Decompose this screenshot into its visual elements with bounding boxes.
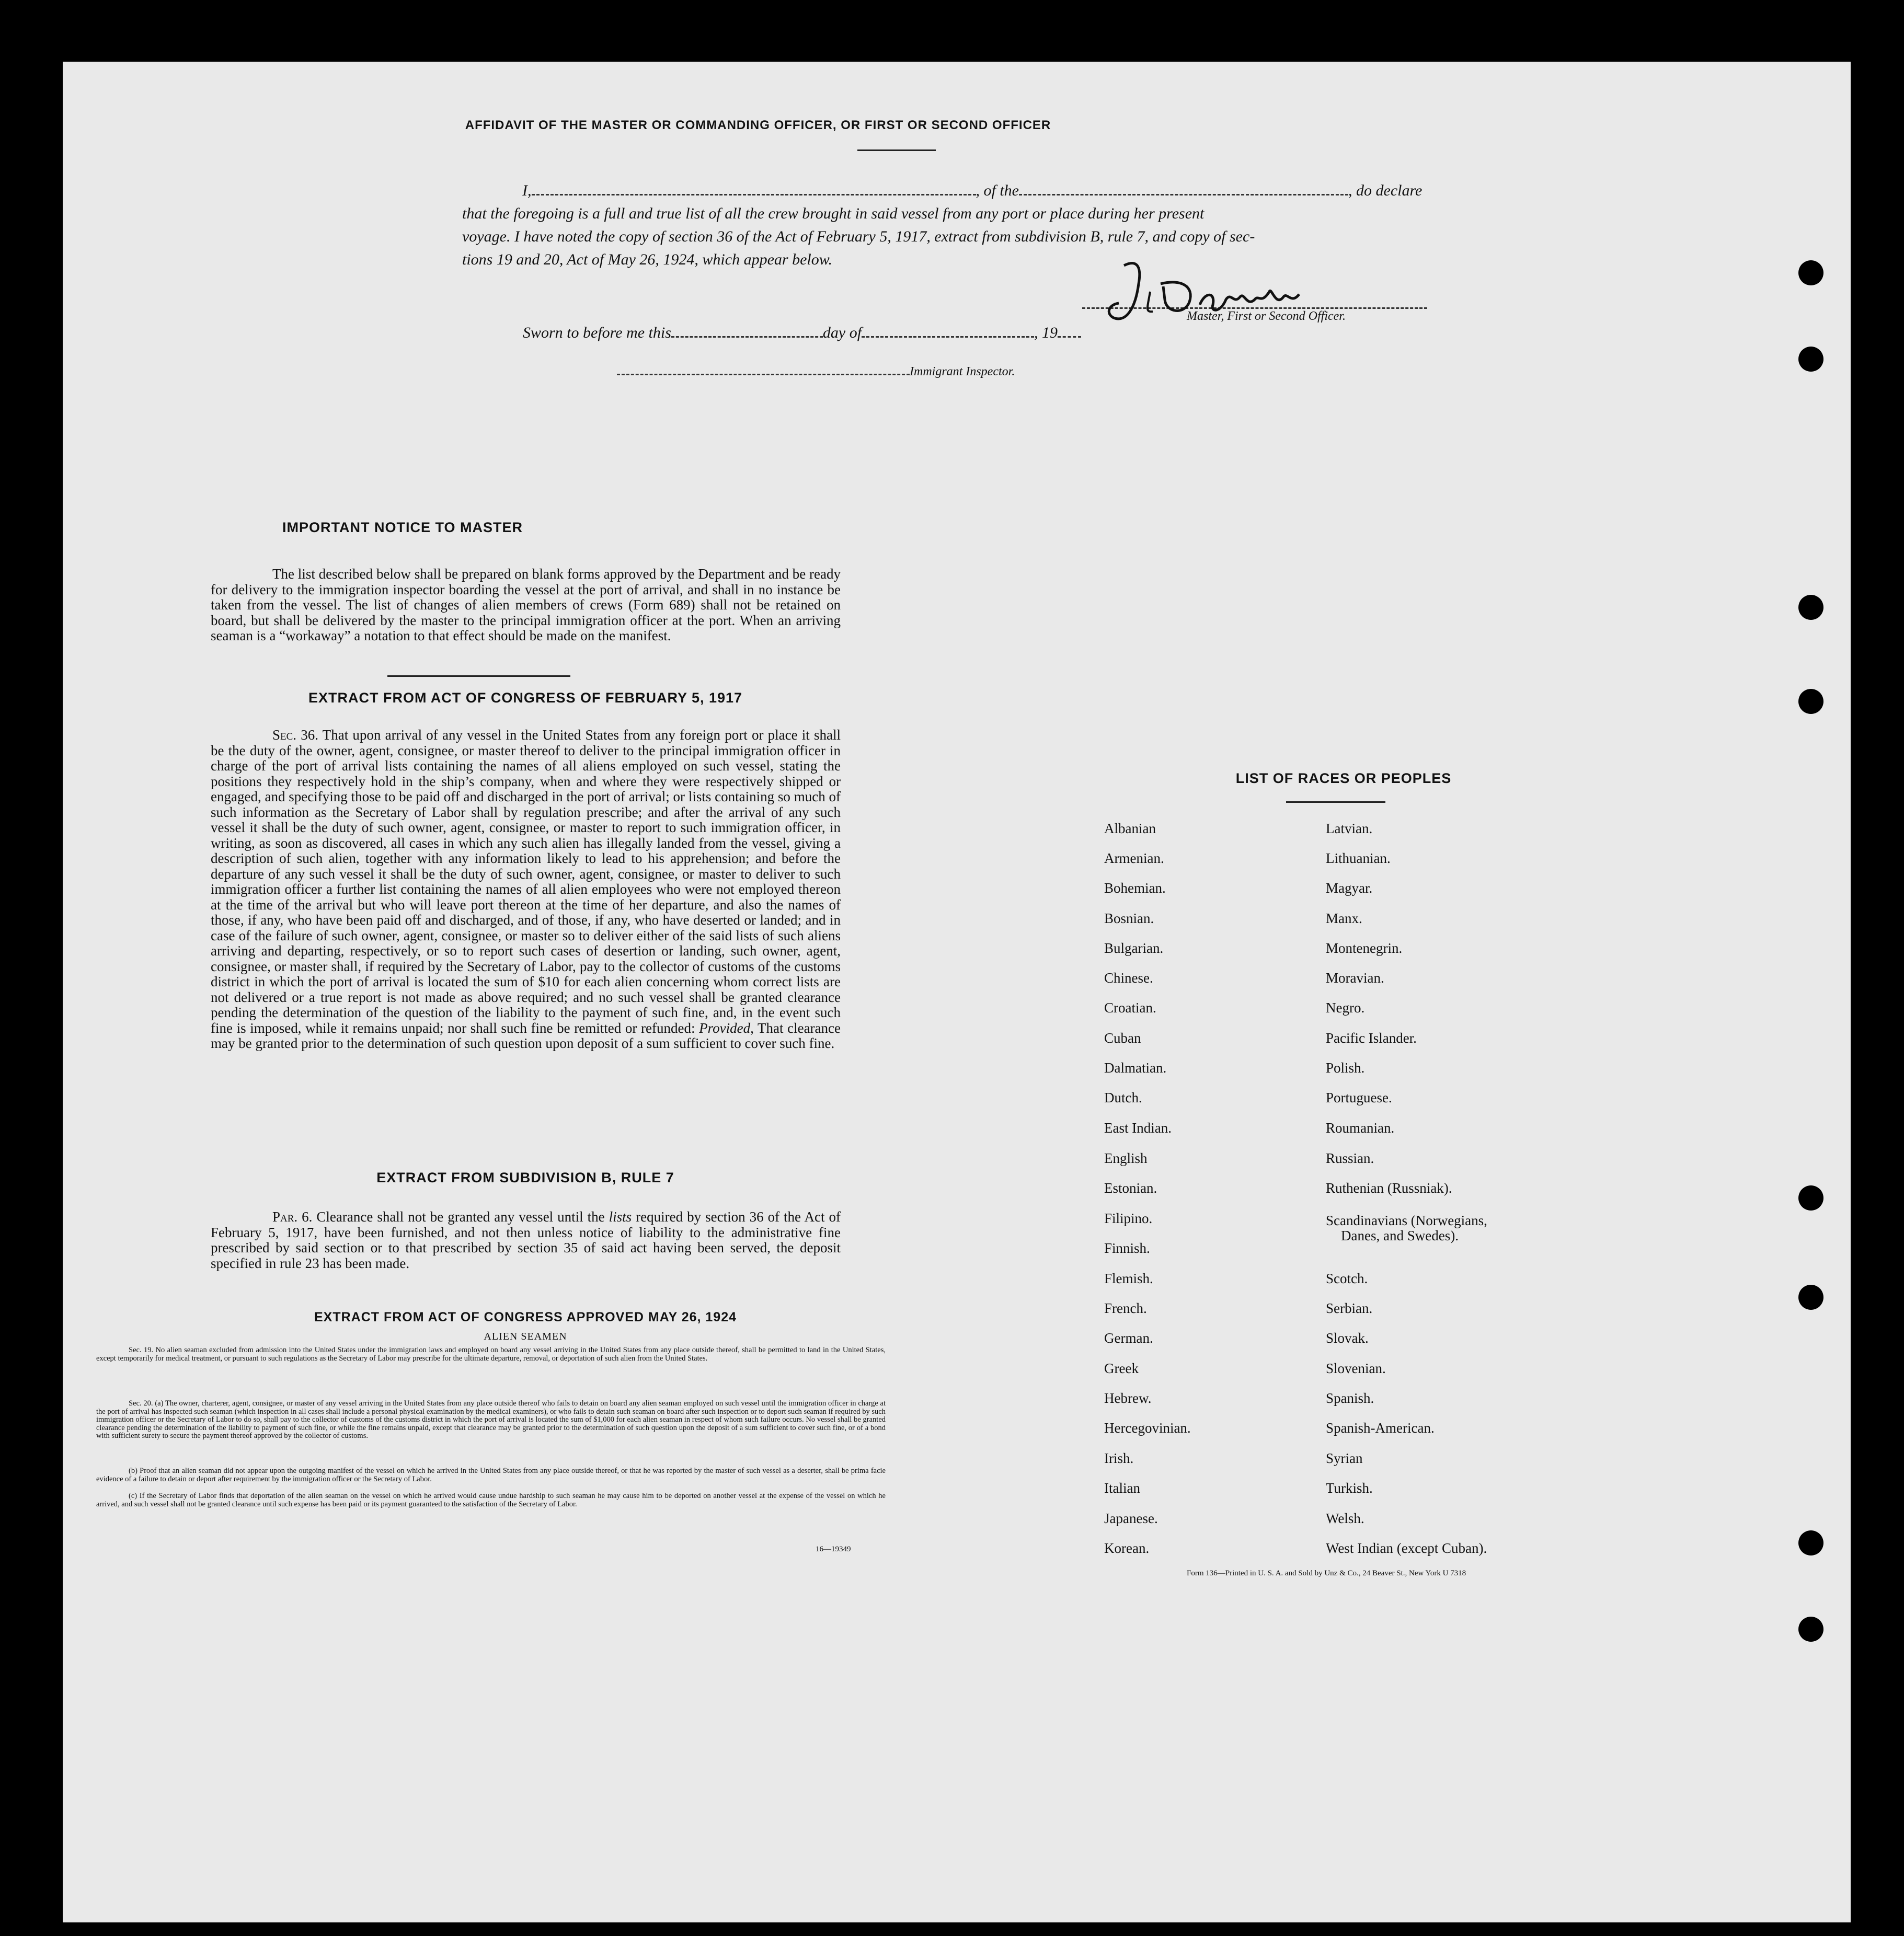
sec-19-text: Sec. 19. No alien seaman excluded from admission into the United States under the immigration laws and employed on board any vessel arriving in the United States from any place outside thereof, shall be permitted to land in the United States, except temporarily for medical treatment, or pursuant to such regulations as the Secretary of Labor may prescribe for the ultimate departure, removal, or deportation of such alien from the United States. xyxy=(96,1346,886,1363)
race-item: French. xyxy=(1104,1300,1147,1316)
affidavit-i: I, xyxy=(522,182,532,199)
race-item: Filipino. xyxy=(1104,1211,1153,1226)
divider xyxy=(857,149,936,151)
race-item: Cuban xyxy=(1104,1030,1141,1046)
punch-hole xyxy=(1798,689,1823,714)
divider xyxy=(1286,801,1385,803)
punch-hole xyxy=(1798,1285,1823,1310)
race-item: Flemish. xyxy=(1104,1271,1153,1286)
race-item: Roumanian. xyxy=(1326,1120,1395,1136)
races-title: LIST OF RACES OR PEOPLES xyxy=(1235,770,1452,786)
notice-title: IMPORTANT NOTICE TO MASTER xyxy=(282,520,523,535)
vessel-blank[interactable] xyxy=(1019,194,1348,195)
punch-hole xyxy=(1798,1530,1823,1555)
inspector-caption: Immigrant Inspector. xyxy=(910,365,1015,378)
sworn-day-of: day of xyxy=(822,324,862,341)
race-item: Polish. xyxy=(1326,1060,1365,1076)
affidavit-line2: that the foregoing is a full and true list of all the crew brought in said vessel from any port or place during her present xyxy=(462,205,1205,222)
race-item: Pacific Islander. xyxy=(1326,1030,1417,1046)
rule-7-body-a: Clearance shall not be granted any vessel until the xyxy=(316,1209,605,1225)
inspector-blank[interactable] xyxy=(617,374,910,375)
race-item: Slovenian. xyxy=(1326,1361,1386,1376)
race-item: Finnish. xyxy=(1104,1240,1150,1256)
affidavit-declare: , do declare xyxy=(1348,182,1423,199)
form-code: 16—19349 xyxy=(816,1545,851,1553)
notice-text: The list described below shall be prepared on blank forms approved by the Department and be ready for delivery to the immigration inspector boarding the vessel at the port of arrival, and shall in no instance be taken from the vessel. The list of changes of alien members of crews (Form 689) shall not be retained on board, but shall be delivered by the master to the principal immigration officer at the port. When an arriving seaman is a “workaway” a notation to that effect should be made on the manifest. xyxy=(211,566,841,643)
race-item: Japanese. xyxy=(1104,1511,1158,1526)
race-item: Croatian. xyxy=(1104,1000,1156,1016)
race-item: Slovak. xyxy=(1326,1330,1369,1346)
rule-7-text xyxy=(211,1209,841,1271)
race-item: Irish. xyxy=(1104,1450,1134,1466)
lists-word: lists xyxy=(609,1209,632,1225)
name-blank[interactable] xyxy=(532,194,976,195)
sec-20b-text: (b) Proof that an alien seaman did not appear upon the outgoing manifest of the vessel on which he arrived in the United States from any place outside thereof, or that he was reported by the master of such vessel as a deserter, shall be prima facie evidence of a failure to detain or deport after requirement by the immigration officer or the Secretary of Labor. xyxy=(96,1467,886,1483)
race-item: Scandinavians (Norwegians, xyxy=(1326,1213,1487,1228)
sworn-line xyxy=(523,324,1081,342)
race-item: Greek xyxy=(1104,1361,1139,1376)
punch-hole xyxy=(1798,347,1823,372)
punch-hole xyxy=(1798,1185,1823,1211)
race-item: Chinese. xyxy=(1104,970,1153,986)
race-item: English xyxy=(1104,1150,1148,1166)
race-item: Scotch. xyxy=(1326,1271,1368,1286)
race-item: Armenian. xyxy=(1104,850,1164,866)
race-item: Portuguese. xyxy=(1326,1090,1392,1105)
race-item: East Indian. xyxy=(1104,1120,1172,1136)
race-item: Ruthenian (Russniak). xyxy=(1326,1180,1452,1196)
affidavit-line3: voyage. I have noted the copy of section 36 of the Act of February 5, 1917, extract from subdivision B, rule 7, and copy of sec- xyxy=(462,228,1255,245)
race-item: Serbian. xyxy=(1326,1300,1373,1316)
race-item: Albanian xyxy=(1104,821,1156,836)
punch-hole xyxy=(1798,595,1823,620)
alien-seamen-subtitle: ALIEN SEAMEN xyxy=(484,1331,567,1342)
provided-word: Provided, xyxy=(699,1020,754,1036)
race-item: Lithuanian. xyxy=(1326,850,1391,866)
punch-hole xyxy=(1798,1617,1823,1642)
punch-hole xyxy=(1798,260,1823,285)
sec-20a-text: Sec. 20. (a) The owner, charterer, agent, consignee, or master of any vessel arriving in the United States from any place outside thereof who fails to detain on board any alien seaman employed on such vessel until the immigration officer in charge at the port of arrival has inspected such seaman (which inspection in all cases shall include a personal physical examination by the medical examiners), or who fails to detain such seaman on board after such inspection or to deport such seaman if required by such immigration officer or the Secretary of Labor to do so, shall pay to the collector of customs of the customs district in which the port of arrival is located the sum of $1,000 for each alien seaman in respect of whom such failure occurs. No vessel shall be granted clearance pending the determination of the liability to payment of such fine, or while the fine remains unpaid, except that clearance may be granted prior to the determination of such question upon the deposit of a sum sufficient to cover such fine, or of a bond with sufficient surety to secure the payment thereof approved by the collector of customs. xyxy=(96,1399,886,1441)
race-item: Russian. xyxy=(1326,1150,1374,1166)
sec-20c-text: (c) If the Secretary of Labor finds that deportation of the alien seaman on the vessel on which he arrived would cause undue hardship to such seaman he may cause him to be deported on another vessel at the expense of the vessel on which he arrived, and such vessel shall not be granted clearance until such expense has been paid or its payment guaranteed to the satisfaction of the Secretary of Labor. xyxy=(96,1492,886,1508)
race-item: Bohemian. xyxy=(1104,880,1166,896)
affidavit-line1 xyxy=(462,179,1471,202)
rule-7-body-b: required by section 36 of the Act of February 5, 1917, have been furnished, and not then unless notice of liability to the administrative fine prescribed by said section or to that prescribed by section 35 of said act having been served, the deposit specified in rule 23 has been made. xyxy=(211,1209,841,1271)
race-item: Hebrew. xyxy=(1104,1390,1152,1406)
rule-7-title: EXTRACT FROM SUBDIVISION B, RULE 7 xyxy=(376,1170,674,1185)
sworn-day-blank[interactable] xyxy=(671,336,823,338)
race-item: Manx. xyxy=(1326,911,1362,926)
race-item: Bulgarian. xyxy=(1104,940,1164,956)
race-item: Magyar. xyxy=(1326,880,1373,896)
sworn-year-blank[interactable] xyxy=(1058,336,1081,338)
inspector-line xyxy=(617,365,1015,379)
document-page xyxy=(63,62,1851,1922)
sworn-month-blank[interactable] xyxy=(862,336,1034,338)
race-item: Welsh. xyxy=(1326,1511,1364,1526)
sworn-text: Sworn to before me this xyxy=(523,324,671,341)
sec-36-body: That upon arrival of any vessel in the United States from any foreign port or place it shall be the duty of the owner, agent, consignee, or master thereof to deliver to the principal immigration officer in charge of the port of arrival lists containing the names of all aliens employed on such vessel, stating the positions they respectively hold in the ship’s company, when and where they were respectively shipped or engaged, and specifying those to be paid off and discharged in the port of arrival; or lists containing so much of such information as the Secretary of Labor shall by regulation prescribe; and after the arrival of any such vessel it shall be the duty of such owner, agent, consignee, or master to report to such immigration officer, in writing, as soon as discovered, all cases in which any such alien has illegally landed from the vessel, giving a description of such alien, together with any information likely to lead to his apprehension; and before the departure of any such vessel it shall be the duty of such owner, agent, consignee, or master to deliver to such immigration officer a further list containing the names of all alien employees who were not employed thereon at the time of the arrival but who will leave port thereon at the time of her departure, and also the names of those, if any, who have been paid off and discharged, and of those, if any, who have deserted or landed; and in case of the failure of such owner, agent, consignee, or master so to deliver either of the said lists of such aliens arriving and departing, respectively, or so to report such cases of desertion or landing, such owner, agent, consignee, or master shall, if required by the Secretary of Labor, pay to the collector of customs of the customs district in which the port of arrival is located the sum of $10 for each alien concerning whom correct lists are not delivered or a true report is not made as above required; and no such vessel shall be granted clearance pending the determination of the question of the liability to the payment of such fine, and, in the event such fine is imposed, while it remains unpaid; nor shall such fine be remitted or refunded: xyxy=(211,727,841,1036)
race-item: Italian xyxy=(1104,1480,1140,1496)
sec-36-end: That clearance may be granted prior to the determination of such question upon deposit of a sum sufficient to cover such fine. xyxy=(211,1020,841,1051)
race-item: Bosnian. xyxy=(1104,911,1154,926)
sec-36-label: Sec. 36. xyxy=(272,727,319,743)
race-item: Hercegovinian. xyxy=(1104,1420,1191,1436)
race-item: Turkish. xyxy=(1326,1480,1373,1496)
race-item: West Indian (except Cuban). xyxy=(1326,1540,1487,1556)
race-item: Latvian. xyxy=(1326,821,1373,836)
divider xyxy=(387,675,570,677)
race-item: Negro. xyxy=(1326,1000,1365,1016)
race-item: Estonian. xyxy=(1104,1180,1157,1196)
race-item: Spanish-American. xyxy=(1326,1420,1435,1436)
par-6-label: Par. 6. xyxy=(272,1209,313,1225)
race-item: Danes, and Swedes). xyxy=(1341,1228,1459,1243)
race-item: Dalmatian. xyxy=(1104,1060,1167,1076)
affidavit-of-the: , of the xyxy=(976,182,1019,199)
race-item: Spanish. xyxy=(1326,1390,1374,1406)
race-item: German. xyxy=(1104,1330,1153,1346)
sworn-year-prefix: , 19 xyxy=(1034,324,1058,341)
race-item: Moravian. xyxy=(1326,970,1384,986)
affidavit-title: AFFIDAVIT OF THE MASTER OR COMMANDING OFFICER, OR FIRST OR SECOND OFFICER xyxy=(465,118,1051,132)
affidavit-line4: tions 19 and 20, Act of May 26, 1924, which appear below. xyxy=(462,251,833,268)
signer-caption: Master, First or Second Officer. xyxy=(1187,309,1346,323)
extract-1917-text xyxy=(211,728,841,1052)
form-footer: Form 136—Printed in U. S. A. and Sold by Unz & Co., 24 Beaver St., New York U 7318 xyxy=(1187,1569,1466,1577)
race-item: Syrian xyxy=(1326,1450,1363,1466)
race-item: Dutch. xyxy=(1104,1090,1142,1105)
extract-1924-title: EXTRACT FROM ACT OF CONGRESS APPROVED MAY 26, 1924 xyxy=(314,1310,737,1324)
extract-1917-title: EXTRACT FROM ACT OF CONGRESS OF FEBRUARY 5, 1917 xyxy=(308,690,743,706)
race-item: Montenegrin. xyxy=(1326,940,1403,956)
race-item: Korean. xyxy=(1104,1540,1150,1556)
